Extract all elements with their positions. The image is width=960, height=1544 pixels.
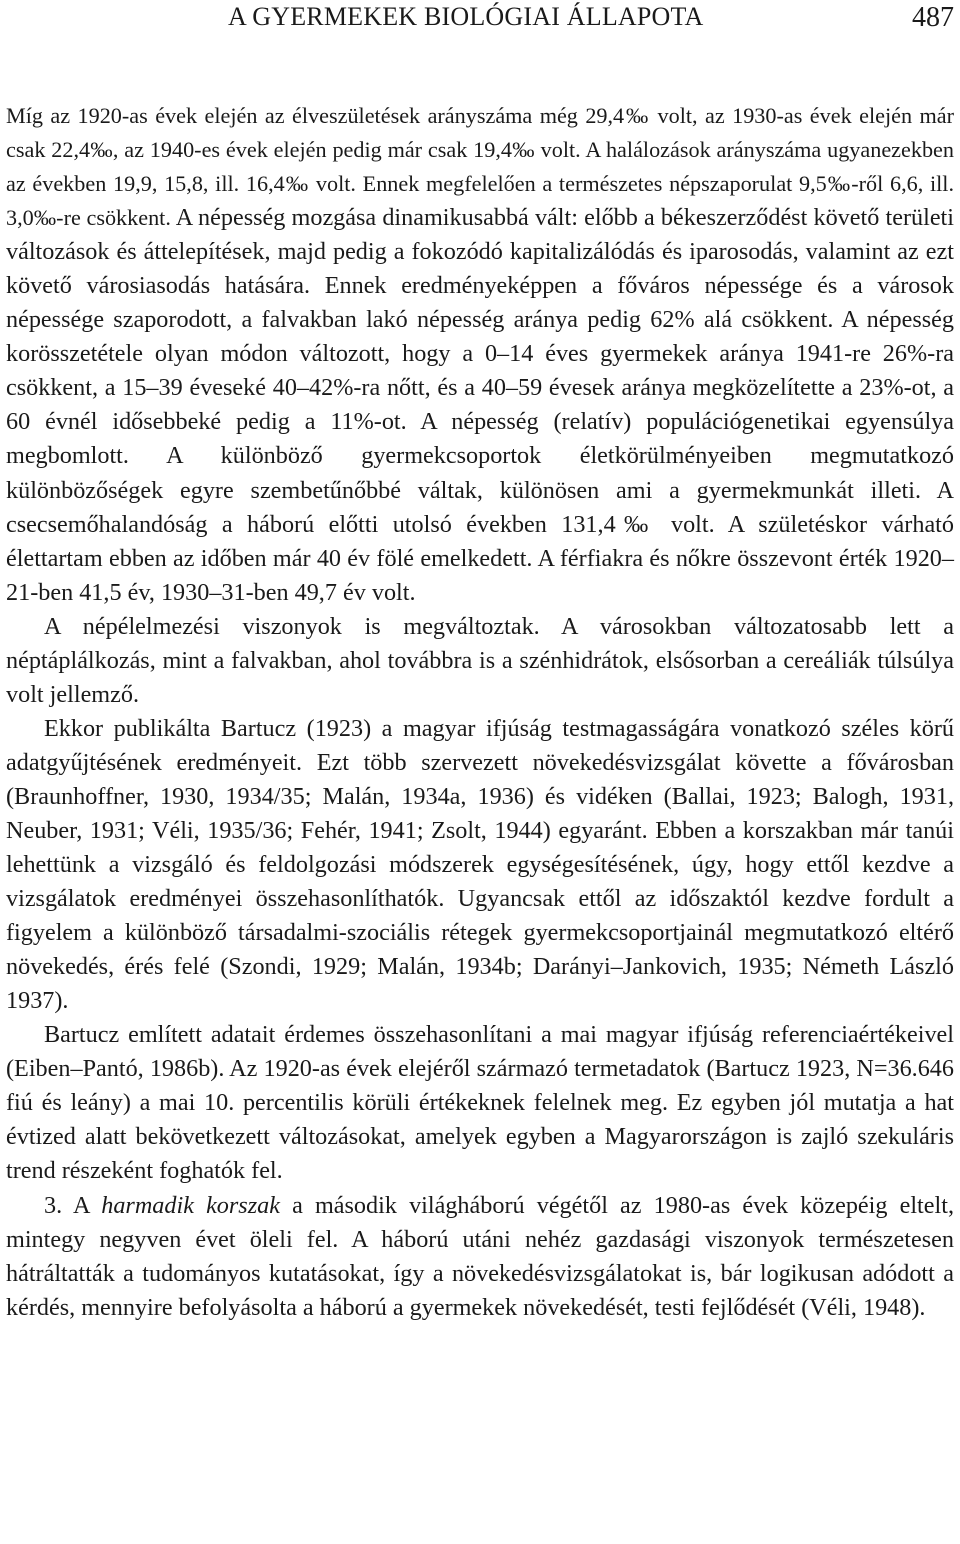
paragraph-5-emphasis: harmadik korszak — [101, 1191, 280, 1219]
paragraph-1-rest: A népesség mozgása dinamikusabbá vált: előbb a békeszerződést követő területi változások és áttelepítések, majd pedig a fokozódó kapitalizálódás és iparosodás, valamint az ezt követő városiasodás hatására. Ennek eredményeképpen a főváros népessége és a városok népessége szaporodott, a falvakban lakó népesség aránya pedig 62% alá csökkent. A népesség korösszetétele olyan módon változott, hogy a 0–14 éves gyermekek aránya 1941-re 26%-ra csökkent, a 15–39 éveseké 40–42%-ra nőtt, és a 40–59 évesek aránya megközelítette a 23%-ot, a 60 évnél idősebbeké pedig a 11%-ot. A népesség (relatív) populációgenetikai egyensúlya megbomlott. A különböző gyermekcsoportok életkörülményeiben megmutatkozó különbözőségek egyre szembetűnőbbé váltak, különösen ami a gyermekmunkát illeti. A csecsemőhalandóság a háború előtti utolsó években 131,4‰ volt. A születéskor várható élettartam ebben az időben már 40 év fölé emelkedett. A férfiakra és nőkre összevont érték 1920–21-ben 41,5 év, 1930–31-ben 49,7 év volt. — [6, 204, 954, 606]
body-text — [6, 99, 954, 1325]
paragraph-1 — [6, 99, 954, 610]
paragraph-5-prefix: 3. A — [44, 1191, 102, 1219]
paragraph-1-lead: Míg az 1920-as évek elején az élveszületések arányszáma még 29,4‰ volt, az 1930-as évek elején már csak 22,4‰, az 1940-es évek elején pedig már csak 19,4‰ volt. A halálozások arányszáma ugyanezekben az években 19,9, 15,8, ill. 16,4‰ volt. Ennek megfelelően a természetes népszaporulat 9,5‰-ről 6,6, ill. 3,0‰-re csökkent. — [6, 103, 954, 231]
running-title: A GYERMEKEK BIOLÓGIAI ÁLLAPOTA — [228, 2, 704, 31]
paragraph-5 — [6, 1189, 954, 1325]
paragraph-3: Ekkor publikálta Bartucz (1923) a magyar ifjúság testmagasságára vonatkozó széles körű adatgyűjtésének eredményeit. Ezt több szervezett növekedésvizsgálat követte a fővárosban (Braunhoffner, 1930, 1934/35; Malán, 1934a, 1936) és vidéken (Ballai, 1923; Balogh, 1931, Neuber, 1931; Véli, 1935/36; Fehér, 1941; Zsolt, 1944) egyaránt. Ebben a korszakban már tanúi lehettünk a vizsgáló és feldolgozási módszerek egységesítésének, úgy, hogy ettől kezdve a vizsgálatok eredményei összehasonlíthatók. Ugyancsak ettől az időszaktól kezdve fordult a figyelem a különböző társadalmi-szociális rétegek gyermekcsoportjainál megmutatkozó eltérő növekedés, érés felé (Szondi, 1929; Malán, 1934b; Darányi–Jankovich, 1935; Németh László 1937). — [6, 714, 954, 1015]
running-header — [6, 0, 954, 70]
paragraph-5-rest: a második világháború végétől az 1980-as évek közepéig eltelt, mintegy negyven évet öleli fel. A háború utáni nehéz gazdasági viszonyok természetesen hátráltatták a tudományos kutatásokat, így a növekedésvizsgálatokat is, bár logikusan adódott a kérdés, mennyire befolyásolta a háború a gyermekek növekedését, testi fejlődését (Véli, 1948). — [6, 1191, 955, 1321]
paragraph-2: A népélelmezési viszonyok is megváltoztak. A városokban változatosabb lett a néptáplálkozás, mint a falvakban, ahol továbbra is a szénhidrátok, elsősorban a cereáliák túlsúlya volt jellemző. — [6, 612, 954, 708]
page-number: 487 — [912, 2, 954, 33]
paragraph-4: Bartucz említett adatait érdemes összehasonlítani a mai magyar ifjúság referenciaértékeivel (Eiben–Pantó, 1986b). Az 1920-as évek elejéről származó termetadatok (Bartucz 1923, N=36.646 fiú és leány) a mai 10. percentilis körüli értékeknek felelnek meg. Ez egyben jól mutatja a hat évtized alatt bekövetkezett változásokat, amelyek egyben a Magyarországon is zajló szekuláris trend részeként foghatók fel. — [6, 1021, 954, 1185]
document-page — [6, 0, 955, 1321]
